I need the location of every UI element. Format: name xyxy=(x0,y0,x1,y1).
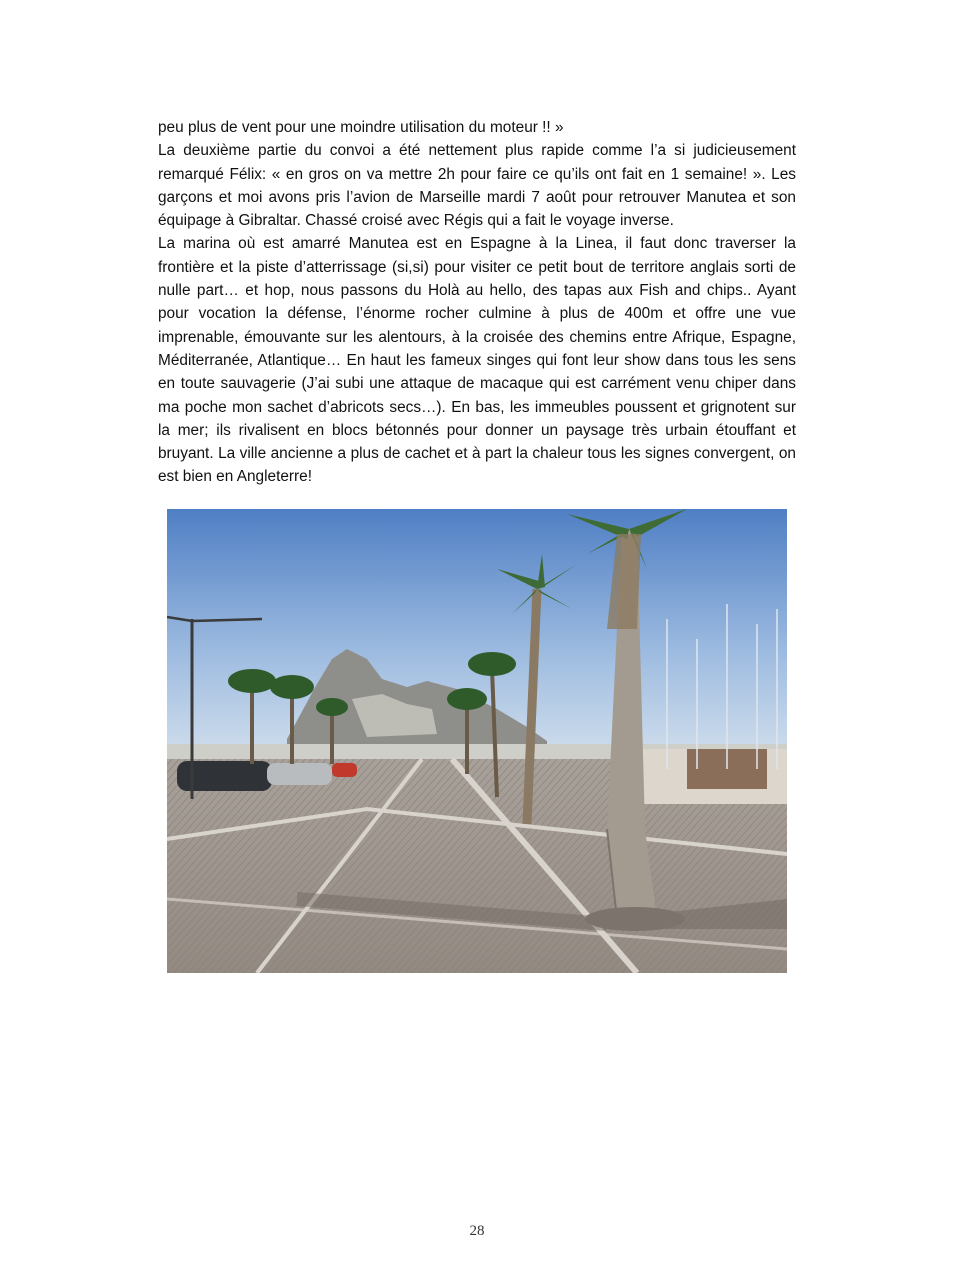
body-text xyxy=(158,116,796,489)
paragraph-1: peu plus de vent pour une moindre utilisation du moteur !! » xyxy=(158,119,564,136)
paragraph-2: La deuxième partie du convoi a été nettement plus rapide comme l’a si judicieusement remarqué Félix: « en gros on va mettre 2h pour faire ce qu’ils ont fait en 1 semaine! ». Les garçons et moi avons pris l’avion de Marseille mardi 7 août pour retrouver Manutea et son équipage à Gibraltar. Chassé croisé avec Régis qui a fait le voyage inverse. xyxy=(158,142,796,230)
paragraph-3: La marina où est amarré Manutea est en Espagne à la Linea, il faut donc traverser la frontière et la piste d’atterrissage (si,si) pour visiter ce petit bout de territore anglais sorti de nulle part… et hop, nous passons du Holà au hello, des tapas aux Fish and chips.. Ayant pour vocation la défense, l’énorme rocher culmine à plus de 400m et offre une vue imprenable, émouvante sur les alentours, à la croisée des chemins entre Afrique, Espagne, Méditerranée, Atlantique… En haut les fameux singes qui font leur show dans tous les sens en toute sauvagerie (J’ai subi une attaque de macaque qui est carrément venu chiper dans ma poche mon sachet d’abricots secs…). En bas, les immeubles poussent et grignotent sur la mer; ils rivalisent en blocs bétonnés pour donner un paysage très urbain étouffant et bruyant. La ville ancienne a plus de cachet et à part la chaleur tous les signes convergent, on est bien en Angleterre! xyxy=(158,235,796,486)
page-number: 28 xyxy=(469,1223,485,1239)
marina-photo xyxy=(167,509,787,973)
